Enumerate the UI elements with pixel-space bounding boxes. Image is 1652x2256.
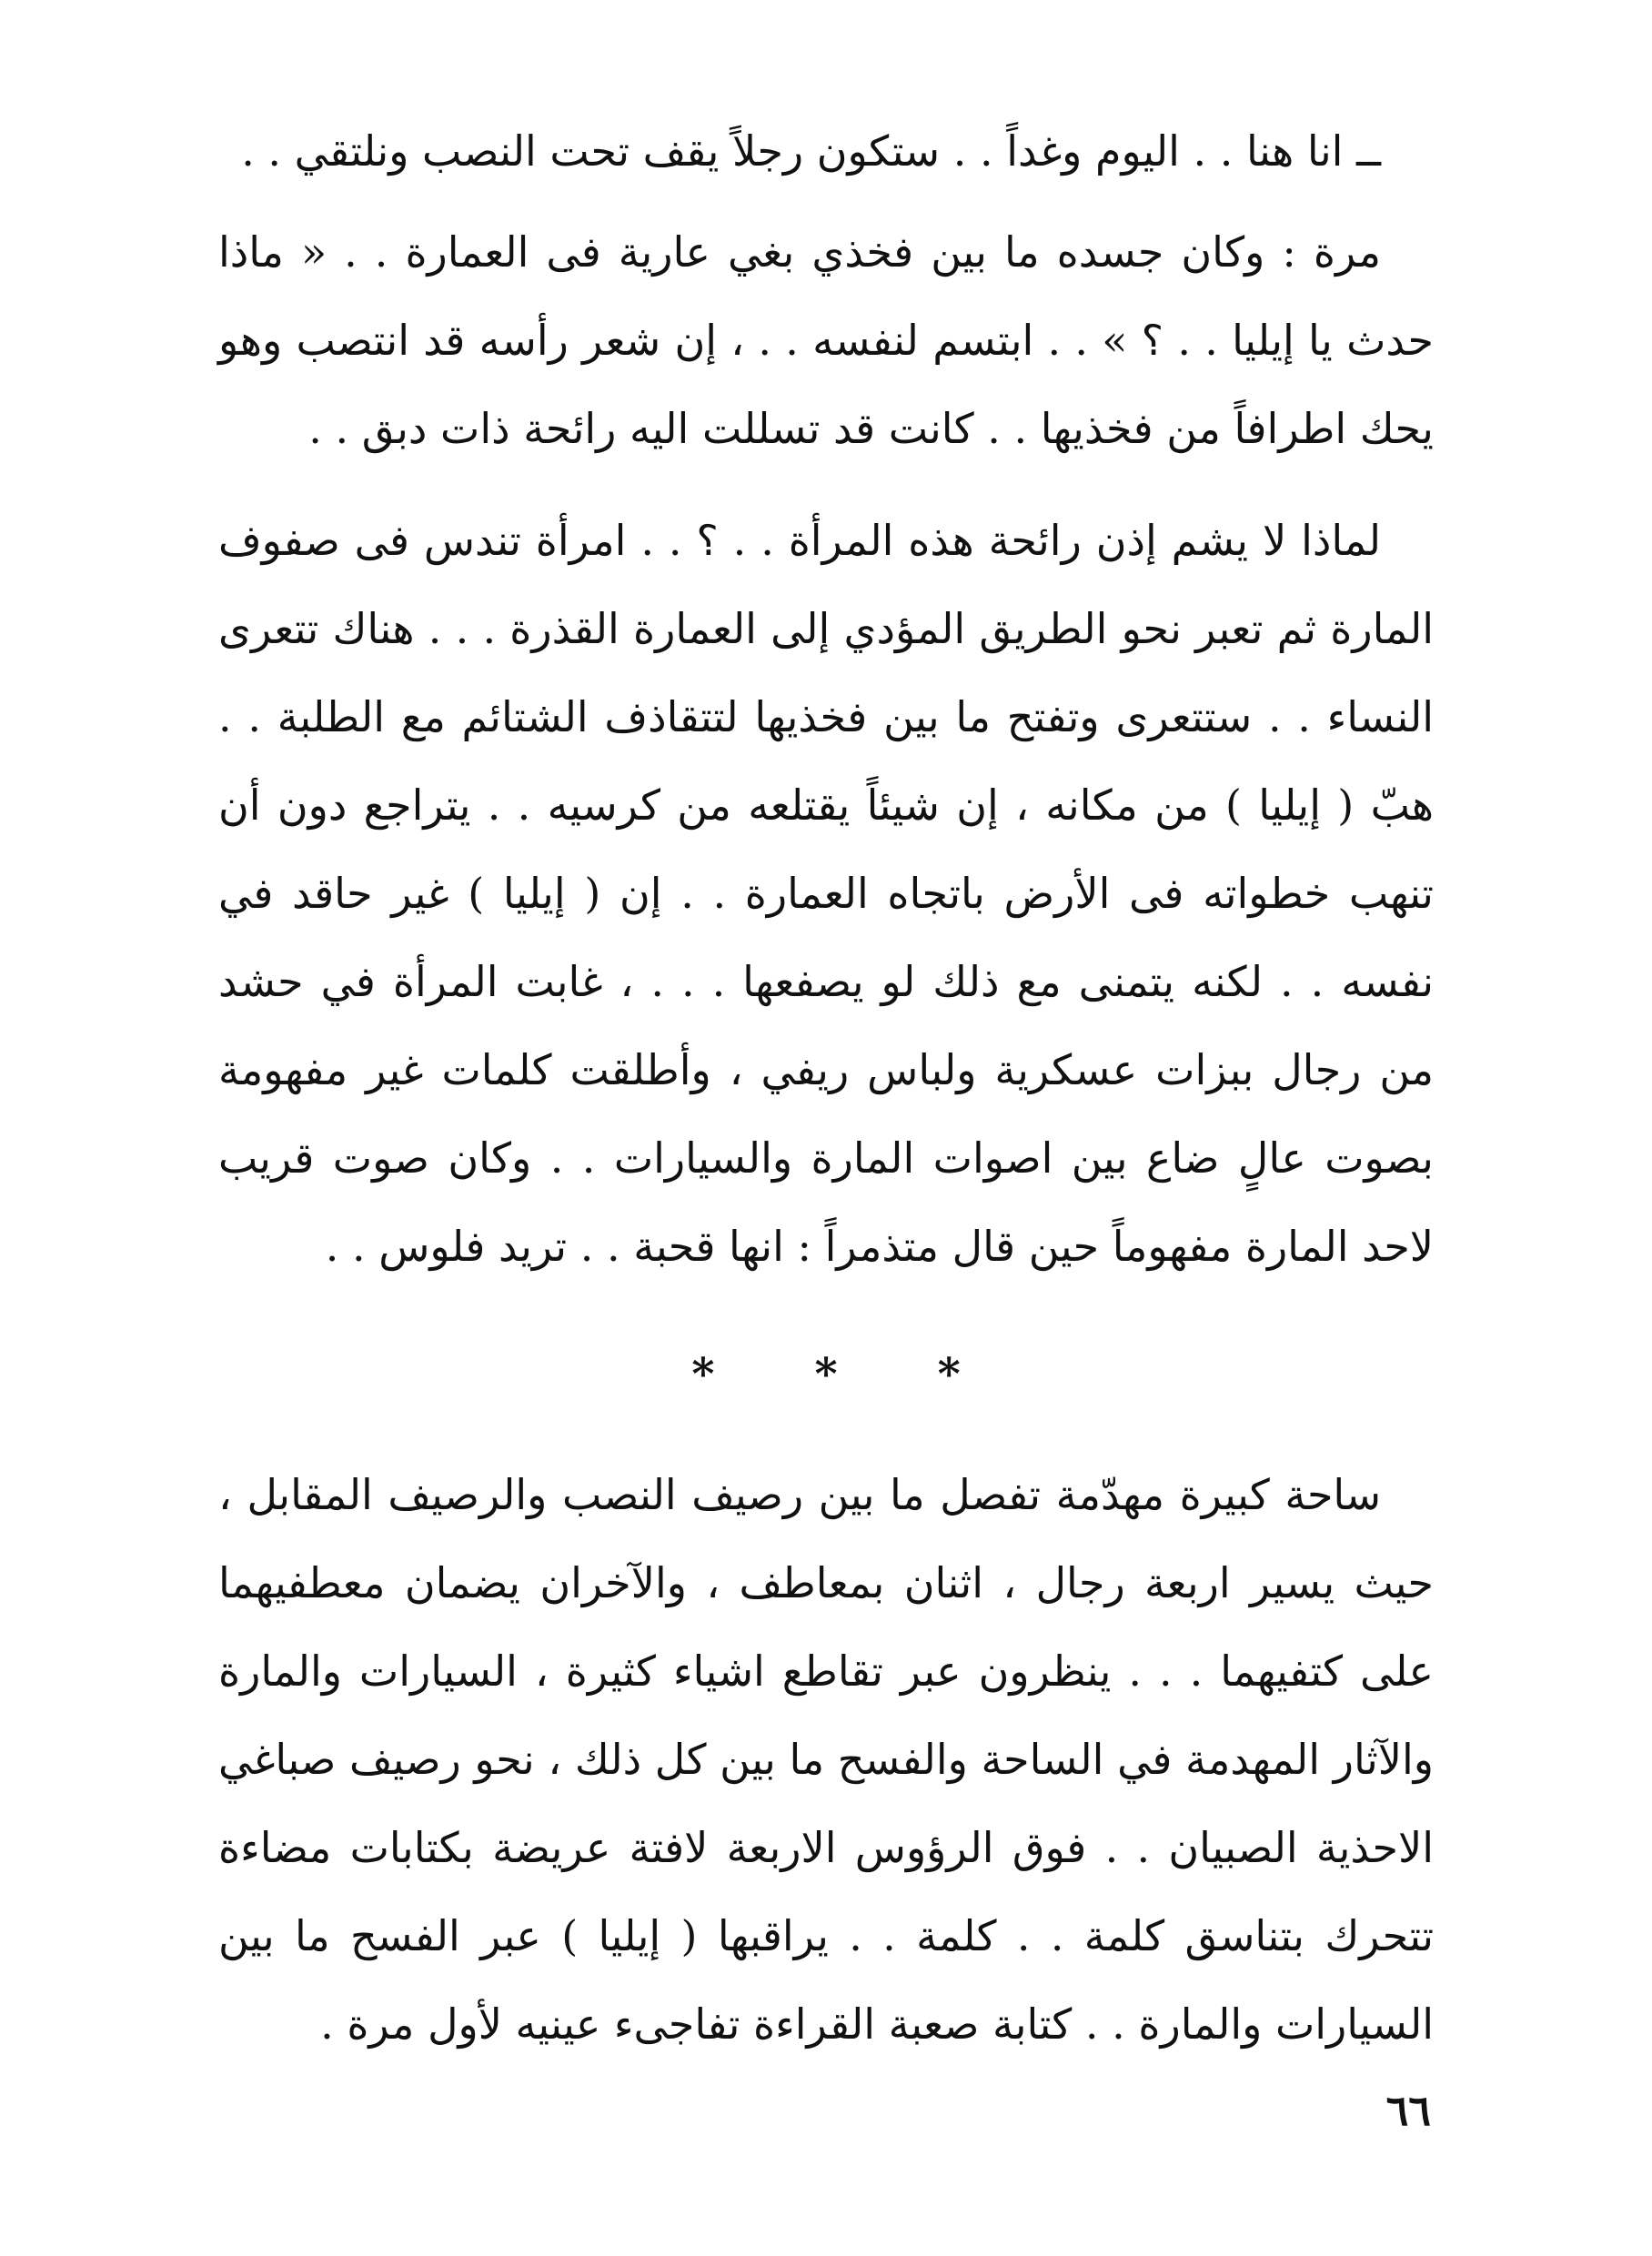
memory-paragraph: مرة : وكان جسده ما بين فخذي بغي عارية فى العمارة . . « ماذا حدث يا إيليا . . ؟ » . . ابتسم لنفسه . . ، إن شعر رأسه قد انتصب وهو يحك اطرافاً من فخذيها . . كانت قد تسللت اليه رائحة ذات دبق . .	[218, 227, 1434, 453]
woman-paragraph: لماذا لا يشم إذن رائحة هذه المرأة . . ؟ . . امرأة تندس فى صفوف المارة ثم تعبر نحو الطريق المؤدي إلى العمارة القذرة . . . هناك تتعرى النساء . . ستتعرى وتفتح ما بين فخذيها لتتقاذف الشتائم مع الطلبة . . هبّ ( إيليا ) من مكانه ، إن شيئاً يقتلعه من كرسيه . . يتراجع دون أن تنهب خطواته فى الأرض باتجاه العمارة . . إن ( إيليا ) غير حاقد في نفسه . . لكنه يتمنى مع ذلك لو يصفعها . . . ، غابت المرأة في حشد من رجال ببزات عسكرية ولباس ريفي ، وأطلقت كلمات غير مفهومة بصوت عالٍ ضاع بين اصوات المارة والسيارات . . وكان صوت قريب لاحد المارة مفهوماً حين قال متذمراً : انها قحبة . . تريد فلوس . .	[218, 516, 1434, 1271]
middle-passage	[218, 497, 1434, 1291]
opening-passage	[218, 107, 1434, 473]
divider-star-icon: *	[691, 1349, 715, 1400]
divider-star-icon: *	[814, 1349, 838, 1400]
section-divider	[218, 1347, 1434, 1402]
dialogue-paragraph: ــ انا هنا . . اليوم وغداً . . ستكون رجلاً يقف تحت النصب ونلتقي . .	[241, 126, 1381, 176]
closing-passage	[218, 1451, 1434, 2069]
square-paragraph: ساحة كبيرة مهدّمة تفصل ما بين رصيف النصب والرصيف المقابل ، حيث يسير اربعة رجال ، اثنان بمعاطف ، والآخران يضمان معطفيهما على كتفيهما . . . ينظرون عبر تقاطع اشياء كثيرة ، السيارات والمارة والآثار المهدمة في الساحة والفسح ما بين كل ذلك ، نحو رصيف صباغي الاحذية الصبيان . . فوق الرؤوس الاربعة لافتة عريضة بكتابات مضاءة تتحرك بتناسق كلمة . . كلمة . . يراقبها ( إيليا ) عبر الفسح ما بين السيارات والمارة . . كتابة صعبة القراءة تفاجىء عينيه لأول مرة .	[218, 1470, 1434, 2049]
divider-star-icon: *	[937, 1349, 961, 1400]
page-number: ٦٦	[1385, 2086, 1431, 2135]
